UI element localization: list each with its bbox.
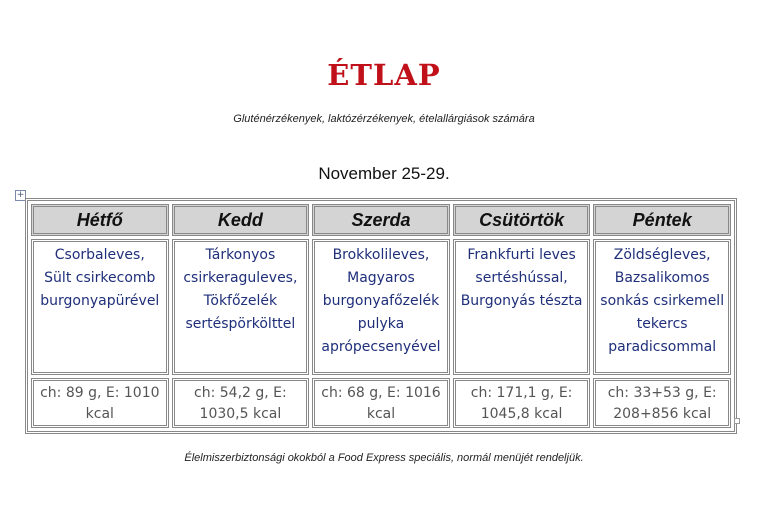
dish-cell	[593, 239, 731, 375]
dish-line: sertéshússal,	[475, 270, 568, 286]
dish-line: tekercs	[636, 316, 688, 332]
day-header: Hétfő	[31, 204, 169, 236]
nutrition-line: ch: 171,1 g, E:	[470, 385, 573, 401]
dish-line: Magyaros	[347, 270, 415, 286]
table-resize-handle[interactable]	[734, 418, 740, 424]
dish-line: sertéspörkölttel	[185, 316, 296, 332]
menu-date: November 25-29.	[318, 164, 450, 183]
dish-line: Brokkolileves,	[332, 247, 430, 263]
move-handle-icon[interactable]: +	[16, 190, 25, 200]
nutrition-cell	[31, 378, 169, 428]
nutrition-line: ch: 33+53 g, E:	[607, 385, 717, 401]
nutrition-line: 1030,5 kcal	[199, 406, 282, 422]
dish-line: Burgonyás tészta	[460, 293, 583, 309]
nutrition-line: 1045,8 kcal	[480, 406, 563, 422]
dish-line: burgonyafőzelék	[322, 293, 440, 309]
nutrition-cell	[172, 378, 310, 428]
dish-line: pulyka	[357, 316, 405, 332]
dish-cell	[31, 239, 169, 375]
dish-line: Tárkonyos	[205, 247, 276, 263]
menu-table	[25, 198, 737, 434]
dish-line: Tökfőzelék	[203, 293, 278, 309]
dish-cell	[453, 239, 591, 375]
nutrition-line: kcal	[85, 406, 114, 422]
dish-line: Bazsalikomos	[614, 270, 710, 286]
day-header: Péntek	[593, 204, 731, 236]
dish-line: aprópecsenyével	[321, 339, 441, 355]
dish-line: Frankfurti leves	[467, 247, 576, 263]
day-header: Szerda	[312, 204, 450, 236]
page-subtitle: Gluténérzékenyek, laktózérzékenyek, ételallárgiások számára	[233, 113, 535, 125]
nutrition-line: ch: 68 g, E: 1016	[321, 385, 441, 401]
dish-row	[31, 239, 731, 375]
nutrition-line: kcal	[366, 406, 396, 422]
dish-line: burgonyapürével	[40, 293, 160, 309]
dish-line: Zöldségleves,	[613, 247, 711, 263]
day-header-row	[31, 204, 731, 236]
nutrition-cell	[593, 378, 731, 428]
nutrition-line: ch: 89 g, E: 1010	[40, 385, 160, 401]
day-header: Csütörtök	[453, 204, 591, 236]
dish-line: paradicsommal	[608, 339, 717, 355]
day-header: Kedd	[172, 204, 310, 236]
nutrition-line: ch: 54,2 g, E:	[194, 385, 287, 401]
nutrition-cell	[312, 378, 450, 428]
nutrition-row	[31, 378, 731, 428]
dish-line: sonkás csirkemell	[600, 293, 725, 309]
dish-line: Sült csirkecomb	[44, 270, 156, 286]
dish-line: Csorbaleves,	[54, 247, 145, 263]
page-title: ÉTLAP	[327, 58, 441, 92]
nutrition-cell	[453, 378, 591, 428]
dish-line: csirkeraguleves,	[183, 270, 298, 286]
nutrition-line: 208+856 kcal	[613, 406, 712, 422]
dish-cell	[312, 239, 450, 375]
dish-cell	[172, 239, 310, 375]
page-footer: Élelmiszerbiztonsági okokból a Food Express speciális, normál menüjét rendeljük.	[184, 452, 584, 464]
